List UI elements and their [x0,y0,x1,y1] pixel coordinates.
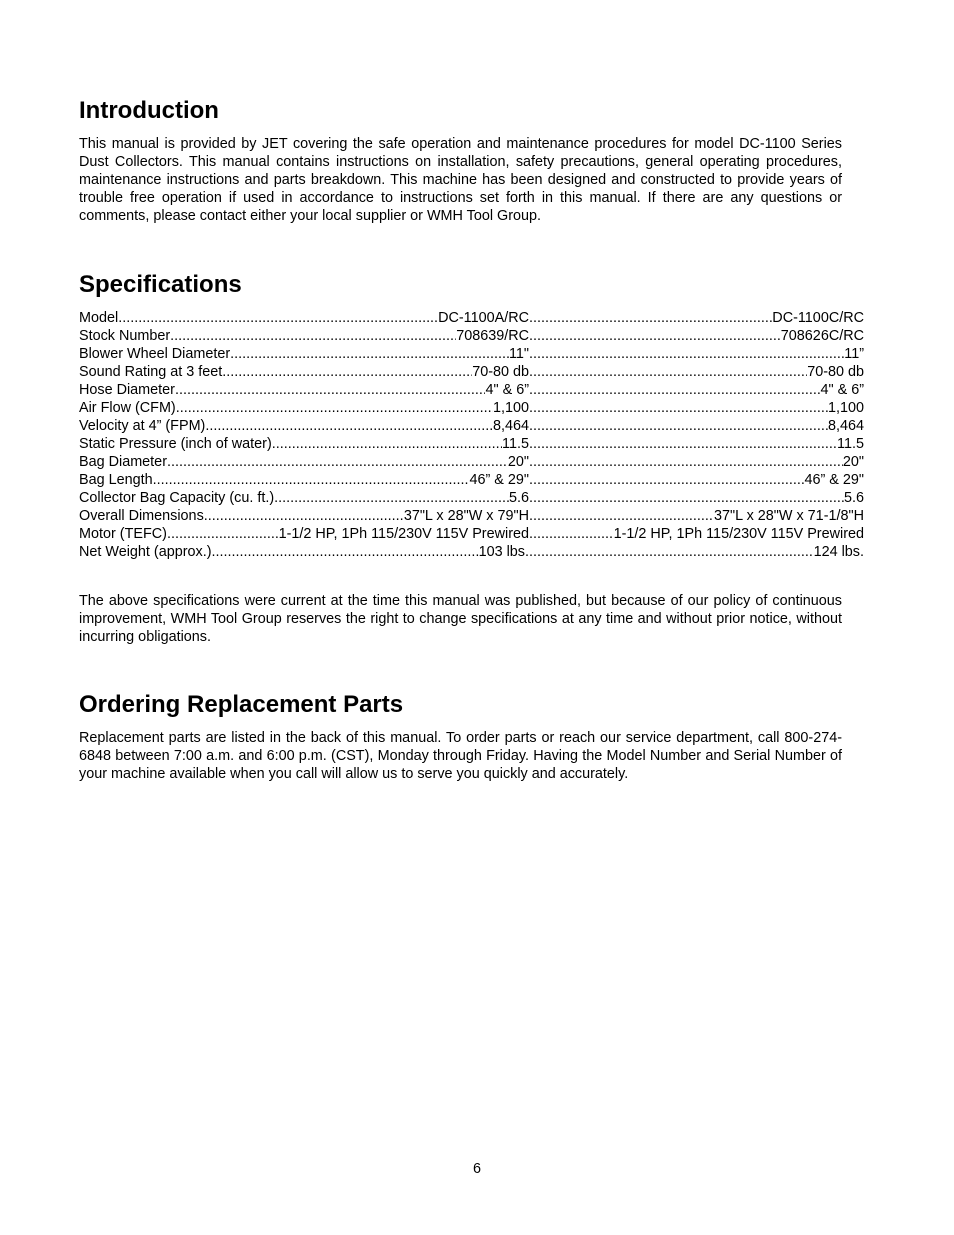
spec-row [79,417,864,435]
spec-row-left [79,543,529,561]
spec-value-model-a: 70-80 db [472,364,529,380]
dot-leader [118,309,438,327]
spec-value-model-a: 8,464 [492,418,529,434]
spec-row-right [529,345,864,363]
spec-row-left [79,453,529,471]
spec-value-model-a: 37"L x 28"W x 79"H [403,508,529,524]
spec-row-left [79,471,529,489]
spec-value-model-a: 20" [507,454,529,470]
spec-row [79,471,864,489]
spec-value-model-a: 1,100 [492,400,529,416]
spec-label: Hose Diameter [79,382,175,398]
dot-leader [529,309,772,327]
specifications-heading: Specifications [79,271,242,298]
spec-row-left [79,363,529,381]
dot-leader [222,363,472,381]
spec-row [79,435,864,453]
spec-row-left [79,507,529,525]
spec-row [79,399,864,417]
specifications-table [79,309,864,561]
spec-label: Blower Wheel Diameter [79,346,231,362]
dot-leader [529,453,843,471]
spec-row-right [529,399,864,417]
spec-row-right [529,453,864,471]
spec-row-left [79,399,529,417]
spec-label: Sound Rating at 3 feet [79,364,223,380]
spec-value-model-c: 1,100 [827,400,864,416]
spec-row-left [79,489,529,507]
spec-row [79,489,864,507]
dot-leader [529,327,781,345]
spec-row-right [529,417,864,435]
spec-label: Stock Number [79,328,171,344]
spec-value-model-a: 11" [508,346,529,362]
spec-value-model-c: 37"L x 28"W x 71-1/8"H [714,508,864,524]
spec-value-model-a: 46” & 29" [469,472,529,488]
dot-leader [204,507,404,525]
spec-row [79,363,864,381]
introduction-paragraph: This manual is provided by JET covering the safe operation and maintenance procedures for model DC-1100 Series Dust Collectors. This manual contains instructions on installation, safety precautions, general operating procedures, maintenance instructions and parts breakdown. This machine has been designed and constructed to provide years of trouble free operation if used in accordance to instructions set forth in this manual. If there are any questions or comments, please contact either your local supplier or WMH Tool Group. [79,136,842,224]
specifications-note: The above specifications were current at the time this manual was published, but because of our policy of continuous improvement, WMH Tool Group reserves the right to change specifications at any time and without prior notice, without incurring obligations. [79,593,842,645]
dot-leader [529,381,820,399]
spec-row-left [79,417,529,435]
dot-leader [272,435,502,453]
spec-row [79,453,864,471]
spec-row-right [529,363,864,381]
spec-label: Overall Dimensions [79,508,204,524]
spec-row-right [529,381,864,399]
spec-label: Bag Diameter [79,454,167,470]
dot-leader [529,399,828,417]
spec-value-model-c: 1-1/2 HP, 1Ph 115/230V 115V Prewired [613,526,864,542]
dot-leader [230,345,509,363]
spec-row-left [79,381,529,399]
spec-value-model-c: 4" & 6” [820,382,864,398]
dot-leader [167,525,279,543]
spec-row [79,381,864,399]
spec-label: Static Pressure (inch of water) [79,436,272,452]
spec-row-right [529,327,864,345]
dot-leader [529,363,807,381]
spec-value-model-a: 1-1/2 HP, 1Ph 115/230V 115V Prewired [278,526,529,542]
dot-leader [529,417,828,435]
spec-row [79,525,864,543]
spec-row [79,309,864,327]
spec-row-right [529,435,864,453]
spec-value-model-c: 5.6 [843,490,864,506]
dot-leader [167,453,508,471]
dot-leader [529,345,844,363]
introduction-heading: Introduction [79,97,219,124]
spec-row [79,543,864,561]
spec-label: Collector Bag Capacity (cu. ft.) [79,490,275,506]
dot-leader [175,381,486,399]
spec-value-model-a: 5.6 [508,490,529,506]
spec-label: Model [79,310,119,326]
spec-label: Air Flow (CFM) [79,400,176,416]
spec-row-right [529,489,864,507]
dot-leader [529,525,614,543]
spec-row-left [79,345,529,363]
dot-leader [274,489,509,507]
spec-row [79,327,864,345]
page-number: 6 [472,1161,481,1177]
spec-row-right [529,525,864,543]
spec-value-model-c: 8,464 [827,418,864,434]
dot-leader [529,507,714,525]
spec-value-model-c: DC-1100C/RC [772,310,864,326]
spec-row-right [529,507,864,525]
dot-leader [529,489,844,507]
spec-label: Motor (TEFC) [79,526,167,542]
ordering-paragraph: Replacement parts are listed in the back of this manual. To order parts or reach our service department, call 800-274-6848 between 7:00 a.m. and 6:00 p.m. (CST), Monday through Friday. Having the Model Number and Serial Number of your machine available when you call will allow us to serve you quickly and accurately. [79,730,842,782]
dot-leader [212,543,479,561]
dot-leader [205,417,493,435]
spec-value-model-c: 11.5 [837,436,864,452]
spec-value-model-a: 103 lbs. [478,544,529,560]
spec-row-left [79,525,529,543]
spec-value-model-c: 11” [844,346,864,362]
spec-value-model-a: DC-1100A/RC [438,310,529,326]
spec-value-model-c: 124 lbs. [813,544,864,560]
spec-row-left [79,327,529,345]
spec-row-right [529,471,864,489]
spec-row-left [79,309,529,327]
spec-value-model-c: 70-80 db [807,364,864,380]
spec-value-model-a: 4" & 6” [485,382,529,398]
dot-leader [170,327,456,345]
spec-value-model-a: 11.5 [502,436,529,452]
spec-row-right [529,309,864,327]
spec-value-model-c: 46” & 29" [804,472,864,488]
spec-value-model-c: 20" [842,454,864,470]
dot-leader [529,543,814,561]
spec-row-left [79,435,529,453]
dot-leader [529,435,837,453]
spec-row [79,507,864,525]
spec-label: Velocity at 4” (FPM) [79,418,206,434]
spec-value-model-c: 708626C/RC [780,328,864,344]
spec-row [79,345,864,363]
dot-leader [529,471,804,489]
spec-label: Net Weight (approx.) [79,544,212,560]
spec-row-right [529,543,864,561]
ordering-heading: Ordering Replacement Parts [79,691,404,718]
spec-label: Bag Length [79,472,153,488]
dot-leader [176,399,493,417]
spec-value-model-a: 708639/RC [456,328,529,344]
dot-leader [153,471,470,489]
